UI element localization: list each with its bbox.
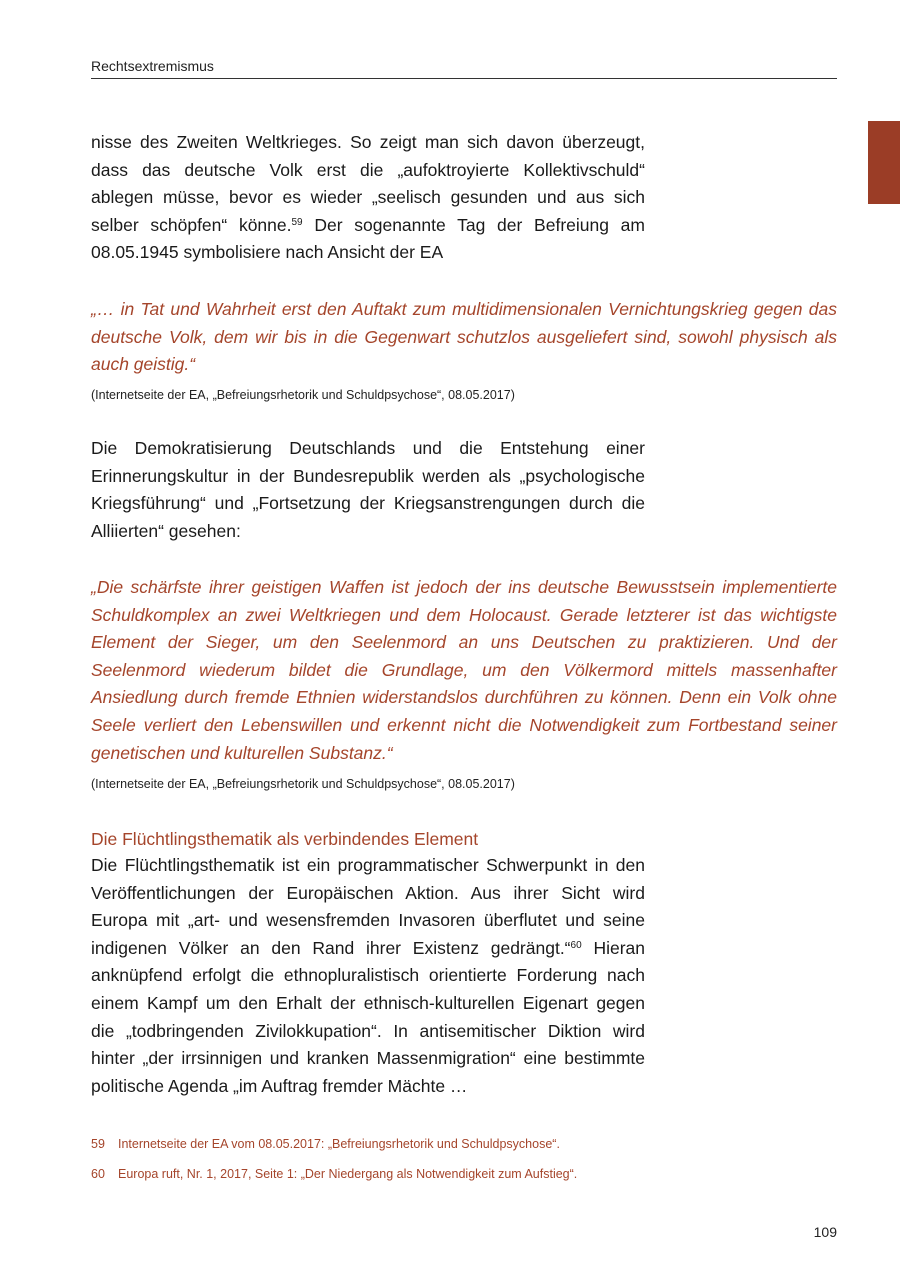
quote-1-source: (Internetseite der EA, „Befreiungsrhetorik und Schuldpsychose“, 08.05.2017) <box>91 388 515 402</box>
footnote-ref-60[interactable]: 60 <box>570 939 582 951</box>
running-header: Rechtsextremismus <box>91 58 837 79</box>
quote-1: „… in Tat und Wahrheit erst den Auftakt zum multidimensionalen Vernichtungskrieg gegen das deutsche Volk, dem wir bis in die Gegenwart schutzlos ausgeliefert sind, sowohl physisch als auch geistig.“ <box>91 299 837 375</box>
footnote-number: 60 <box>91 1167 105 1181</box>
chapter-tab-marker <box>868 121 900 204</box>
footnote-number: 59 <box>91 1137 105 1151</box>
paragraph-text: Der sogenannte Tag der Befreiung am 08.05.1945 symbolisiere nach Ansicht der EA <box>91 214 645 263</box>
body-paragraph-2: Die Demokratisierung Deutschlands und die Entstehung einer Erinnerungskultur in der Bundesrepublik werden als „psychologische Kriegsführung“ und „Fortsetzung der Kriegsanstrengungen durch die Alliierten“ gesehen: <box>91 438 645 541</box>
body-paragraph-1 <box>91 129 645 267</box>
footnote-60 <box>91 1166 837 1182</box>
quote-2-source: (Internetseite der EA, „Befreiungsrhetorik und Schuldpsychose“, 08.05.2017) <box>91 777 515 791</box>
section-heading: Die Flüchtlingsthematik als verbindendes Element <box>91 829 479 849</box>
body-paragraph-3 <box>91 852 645 1100</box>
footnote-59 <box>91 1136 837 1152</box>
paragraph-text: Hieran anknüpfend erfolgt die ethnopluralistisch orientierte Forderung nach einem Kampf um den Erhalt der ethnisch-kulturellen Eigenart gegen die „todbringenden Zivilokkupation“. In antisemitischer Diktion wird hinter „der irrsinnigen und kranken Massenmigration“ eine bestimmte politische Agenda „im Auftrag fremder Mächte … <box>91 937 645 1096</box>
footnote-ref-59[interactable]: 59 <box>291 216 303 228</box>
paragraph-text: nisse des Zweiten Weltkrieges. So zeigt man sich davon überzeugt, dass das deutsche Volk erst die „aufoktroyierte Kollektivschuld“ ablegen müsse, bevor es wieder „seelisch gesunden und aus sich selber schöpfen“ könne. <box>91 132 645 235</box>
footnote-text: Internetseite der EA vom 08.05.2017: „Befreiungsrhetorik und Schuldpsychose“. <box>118 1137 560 1151</box>
page-number: 109 <box>813 1224 837 1240</box>
quote-2: „Die schärfste ihrer geistigen Waffen ist jedoch der ins deutsche Bewusstsein implementierte Schuldkomplex an zwei Weltkriegen und dem Holocaust. Gerade letzterer ist das wichtigste Element der Sieger, um den Seelenmord an uns Deutschen zu praktizieren. Und der Seelenmord wiederum bildet die Grundlage, um den Völkermord mittels massenhafter Ansiedlung durch fremde Ethnien widerstandslos durchführen zu können. Denn ein Volk ohne Seele verliert den Lebenswillen und erkennt nicht die Notwendigkeit zum Fortbestand seiner genetischen und kulturellen Substanz.“ <box>91 577 837 763</box>
footnote-text: Europa ruft, Nr. 1, 2017, Seite 1: „Der Niedergang als Notwendigkeit zum Aufstieg“. <box>118 1167 578 1181</box>
paragraph-text: Die Flüchtlingsthematik ist ein programmatischer Schwerpunkt in den Veröffentlichungen der Europäischen Aktion. Aus ihrer Sicht wird Europa mit „art- und wesensfremden Invasoren überflutet und seine indigenen Völker an den Rand ihrer Existenz gedrängt.“ <box>91 855 645 958</box>
